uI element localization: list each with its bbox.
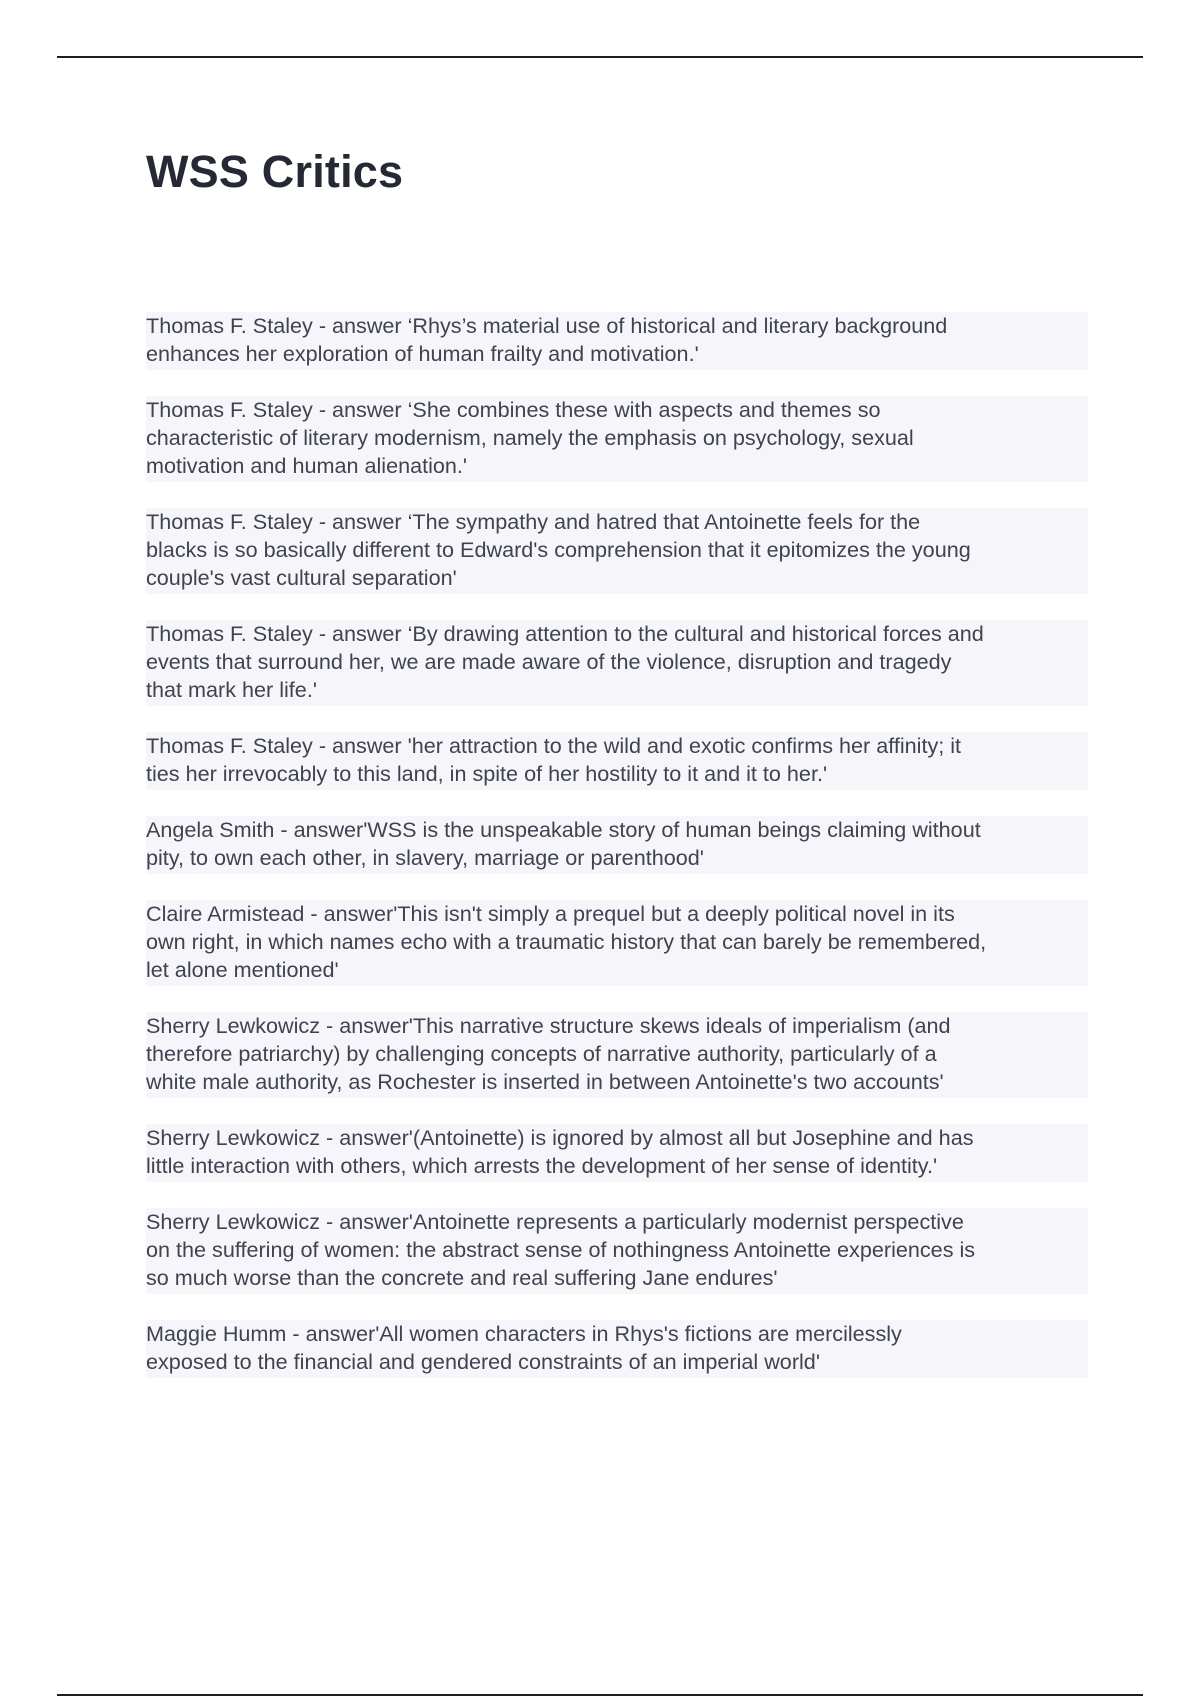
flashcard-list [146,312,1088,1404]
flashcard-entry: Thomas F. Staley - answer ‘Rhys’s material use of historical and literary background enhances her exploration of human frailty and motivation.' [146,312,1088,370]
flashcard-entry: Sherry Lewkowicz - answer'This narrative structure skews ideals of imperialism (and therefore patriarchy) by challenging concepts of narrative authority, particularly of a white male authority, as Rochester is inserted in between Antoinette's two accounts' [146,1012,1088,1098]
flashcard-entry: Sherry Lewkowicz - answer'Antoinette represents a particularly modernist perspective on the suffering of women: the abstract sense of nothingness Antoinette experiences is so much worse than the concrete and real suffering Jane endures' [146,1208,1088,1294]
top-divider [57,56,1143,58]
flashcard-entry: Angela Smith - answer'WSS is the unspeakable story of human beings claiming without pity, to own each other, in slavery, marriage or parenthood' [146,816,1088,874]
flashcard-entry: Claire Armistead - answer'This isn't simply a prequel but a deeply political novel in its own right, in which names echo with a traumatic history that can barely be remembered, let alone mentioned' [146,900,1088,986]
page-title: WSS Critics [146,146,404,197]
flashcard-entry: Thomas F. Staley - answer ‘She combines these with aspects and themes so characteristic of literary modernism, namely the emphasis on psychology, sexual motivation and human alienation.' [146,396,1088,482]
flashcard-entry: Maggie Humm - answer'All women characters in Rhys's fictions are mercilessly exposed to the financial and gendered constraints of an imperial world' [146,1320,1088,1378]
bottom-divider [57,1694,1143,1696]
flashcard-entry: Thomas F. Staley - answer ‘By drawing attention to the cultural and historical forces and events that surround her, we are made aware of the violence, disruption and tragedy that mark her life.' [146,620,1088,706]
flashcard-entry: Thomas F. Staley - answer ‘The sympathy and hatred that Antoinette feels for the blacks is so basically different to Edward's comprehension that it epitomizes the young couple's vast cultural separation' [146,508,1088,594]
flashcard-entry: Thomas F. Staley - answer 'her attraction to the wild and exotic confirms her affinity; it ties her irrevocably to this land, in spite of her hostility to it and it to her.' [146,732,1088,790]
flashcard-entry: Sherry Lewkowicz - answer'(Antoinette) is ignored by almost all but Josephine and has little interaction with others, which arrests the development of her sense of identity.' [146,1124,1088,1182]
